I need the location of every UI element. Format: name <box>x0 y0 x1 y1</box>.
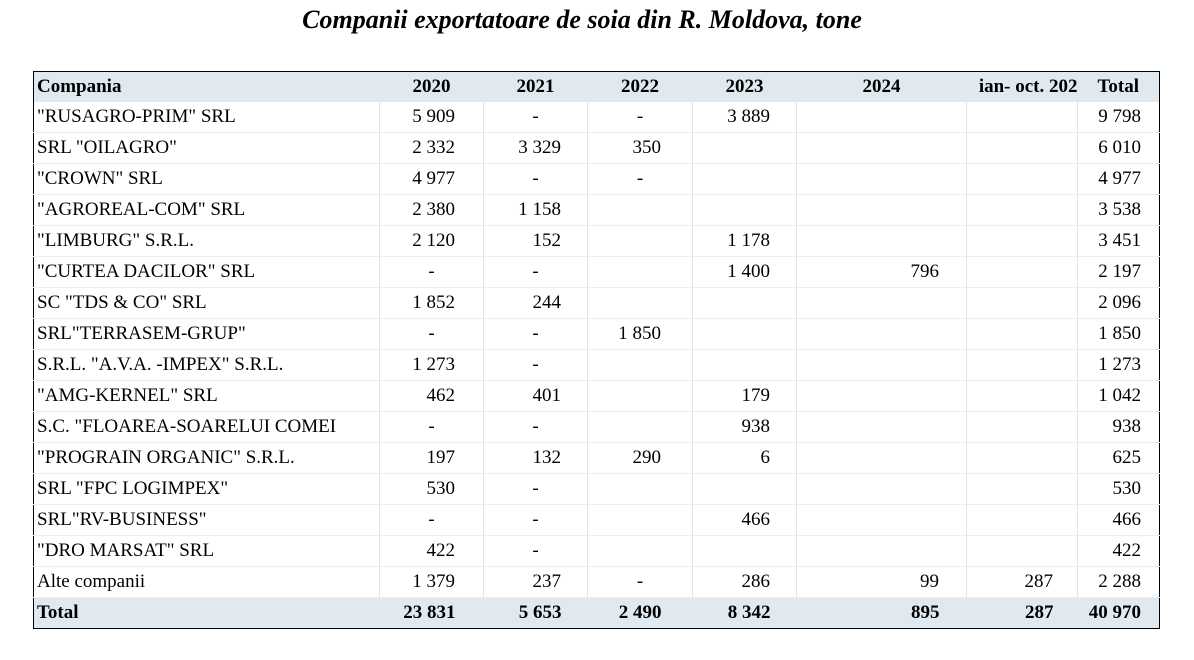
cell-2022: - <box>588 164 693 195</box>
table-row <box>34 226 1160 257</box>
cell-2021: 1 158 <box>484 195 588 226</box>
cell-2023 <box>693 350 797 381</box>
cell-2025 <box>967 133 1078 164</box>
header-2024: 2024 <box>797 72 967 103</box>
cell-2023: 938 <box>693 412 797 443</box>
table-row <box>34 536 1160 567</box>
cell-company: SRL"TERRASEM-GRUP" <box>34 319 380 350</box>
cell-2023 <box>693 195 797 226</box>
cell-2021: - <box>484 536 588 567</box>
cell-2025 <box>967 443 1078 474</box>
cell-2022: 350 <box>588 133 693 164</box>
cell-2023 <box>693 133 797 164</box>
table-row <box>34 474 1160 505</box>
table-row <box>34 350 1160 381</box>
table-row <box>34 288 1160 319</box>
cell-2022 <box>588 195 693 226</box>
total-label: Total <box>34 598 380 629</box>
cell-2025 <box>967 319 1078 350</box>
table-row <box>34 412 1160 443</box>
cell-2022 <box>588 257 693 288</box>
cell-total: 3 451 <box>1078 226 1160 257</box>
cell-2022 <box>588 505 693 536</box>
cell-2020: 197 <box>380 443 484 474</box>
cell-2021: 401 <box>484 381 588 412</box>
cell-company: "CURTEA DACILOR" SRL <box>34 257 380 288</box>
cell-2025 <box>967 164 1078 195</box>
cell-2024 <box>797 164 967 195</box>
cell-2023: 466 <box>693 505 797 536</box>
cell-2025 <box>967 288 1078 319</box>
cell-2020: 2 380 <box>380 195 484 226</box>
cell-2023 <box>693 536 797 567</box>
cell-company: "RUSAGRO-PRIM" SRL <box>34 102 380 133</box>
total-2022: 2 490 <box>588 598 693 629</box>
cell-2021: 244 <box>484 288 588 319</box>
cell-2024 <box>797 102 967 133</box>
cell-2021: 152 <box>484 226 588 257</box>
cell-2023 <box>693 474 797 505</box>
cell-2022 <box>588 412 693 443</box>
cell-2024: 796 <box>797 257 967 288</box>
cell-2021: - <box>484 102 588 133</box>
cell-2022 <box>588 474 693 505</box>
cell-2021: 132 <box>484 443 588 474</box>
cell-2024: 99 <box>797 567 967 598</box>
cell-2022 <box>588 288 693 319</box>
cell-company: S.C. "FLOAREA-SOARELUI COMEI <box>34 412 380 443</box>
cell-2022 <box>588 536 693 567</box>
cell-2021: - <box>484 319 588 350</box>
cell-2021: - <box>484 164 588 195</box>
exporters-table <box>33 71 1160 629</box>
cell-2022: - <box>588 102 693 133</box>
total-row <box>34 598 1160 629</box>
header-2021: 2021 <box>484 72 588 103</box>
cell-2021: 3 329 <box>484 133 588 164</box>
cell-2025 <box>967 226 1078 257</box>
cell-company: "CROWN" SRL <box>34 164 380 195</box>
cell-2025 <box>967 381 1078 412</box>
table-row <box>34 257 1160 288</box>
cell-2025 <box>967 536 1078 567</box>
table-row <box>34 164 1160 195</box>
table-row <box>34 567 1160 598</box>
table-row <box>34 195 1160 226</box>
cell-2021: 237 <box>484 567 588 598</box>
cell-2020: 2 120 <box>380 226 484 257</box>
header-2022: 2022 <box>588 72 693 103</box>
cell-2025 <box>967 350 1078 381</box>
cell-2021: - <box>484 474 588 505</box>
cell-2020: - <box>380 505 484 536</box>
table-row <box>34 443 1160 474</box>
cell-2020: 2 332 <box>380 133 484 164</box>
cell-2021: - <box>484 350 588 381</box>
cell-2020: 1 852 <box>380 288 484 319</box>
cell-2022: - <box>588 567 693 598</box>
table-row <box>34 381 1160 412</box>
cell-2024 <box>797 288 967 319</box>
cell-2022: 1 850 <box>588 319 693 350</box>
cell-2022 <box>588 226 693 257</box>
table-title: Companii exportatoare de soia din R. Moldova, tone <box>302 5 862 34</box>
cell-2025: 287 <box>967 567 1078 598</box>
cell-2020: 422 <box>380 536 484 567</box>
cell-2021: - <box>484 257 588 288</box>
cell-2020: 5 909 <box>380 102 484 133</box>
cell-2024 <box>797 443 967 474</box>
cell-2021: - <box>484 412 588 443</box>
cell-2023: 6 <box>693 443 797 474</box>
cell-2020: 1 379 <box>380 567 484 598</box>
table-row <box>34 102 1160 133</box>
cell-2020: - <box>380 319 484 350</box>
cell-total: 422 <box>1078 536 1160 567</box>
cell-company: SRL "FPC LOGIMPEX" <box>34 474 380 505</box>
cell-total: 1 273 <box>1078 350 1160 381</box>
table-row <box>34 319 1160 350</box>
table-row <box>34 505 1160 536</box>
cell-2024 <box>797 319 967 350</box>
cell-2023 <box>693 319 797 350</box>
total-2025: 287 <box>967 598 1078 629</box>
cell-2020: - <box>380 412 484 443</box>
total-sum: 40 970 <box>1078 598 1160 629</box>
cell-company: "PROGRAIN ORGANIC" S.R.L. <box>34 443 380 474</box>
header-2025-partial: ian- oct. 202 <box>967 72 1078 103</box>
cell-2025 <box>967 412 1078 443</box>
cell-company: SRL"RV-BUSINESS" <box>34 505 380 536</box>
header-2023: 2023 <box>693 72 797 103</box>
header-2020: 2020 <box>380 72 484 103</box>
cell-2022: 290 <box>588 443 693 474</box>
cell-2025 <box>967 102 1078 133</box>
cell-2020: 1 273 <box>380 350 484 381</box>
cell-total: 4 977 <box>1078 164 1160 195</box>
cell-2020: 530 <box>380 474 484 505</box>
cell-2025 <box>967 474 1078 505</box>
cell-total: 466 <box>1078 505 1160 536</box>
cell-2023 <box>693 288 797 319</box>
cell-2023: 286 <box>693 567 797 598</box>
cell-2024 <box>797 350 967 381</box>
cell-2025 <box>967 257 1078 288</box>
total-2023: 8 342 <box>693 598 797 629</box>
cell-2023: 179 <box>693 381 797 412</box>
table-row <box>34 133 1160 164</box>
header-total: Total <box>1078 72 1160 103</box>
cell-2023: 1 178 <box>693 226 797 257</box>
cell-2025 <box>967 505 1078 536</box>
cell-2024 <box>797 474 967 505</box>
total-2024: 895 <box>797 598 967 629</box>
header-company: Compania <box>34 72 380 103</box>
total-2020: 23 831 <box>380 598 484 629</box>
cell-total: 530 <box>1078 474 1160 505</box>
cell-company: "DRO MARSAT" SRL <box>34 536 380 567</box>
cell-total: 625 <box>1078 443 1160 474</box>
cell-2023: 1 400 <box>693 257 797 288</box>
cell-2022 <box>588 350 693 381</box>
cell-2024 <box>797 381 967 412</box>
cell-2020: 4 977 <box>380 164 484 195</box>
cell-2023: 3 889 <box>693 102 797 133</box>
cell-total: 9 798 <box>1078 102 1160 133</box>
cell-total: 6 010 <box>1078 133 1160 164</box>
cell-2024 <box>797 133 967 164</box>
cell-2025 <box>967 195 1078 226</box>
cell-2020: - <box>380 257 484 288</box>
cell-2024 <box>797 195 967 226</box>
cell-company: Alte companii <box>34 567 380 598</box>
cell-total: 2 096 <box>1078 288 1160 319</box>
cell-2024 <box>797 536 967 567</box>
cell-total: 3 538 <box>1078 195 1160 226</box>
cell-2021: - <box>484 505 588 536</box>
cell-total: 2 197 <box>1078 257 1160 288</box>
cell-total: 2 288 <box>1078 567 1160 598</box>
cell-company: S.R.L. "A.V.A. -IMPEX" S.R.L. <box>34 350 380 381</box>
total-2021: 5 653 <box>484 598 588 629</box>
cell-total: 1 042 <box>1078 381 1160 412</box>
cell-2023 <box>693 164 797 195</box>
cell-company: SC "TDS & CO" SRL <box>34 288 380 319</box>
cell-total: 1 850 <box>1078 319 1160 350</box>
cell-2024 <box>797 226 967 257</box>
cell-company: "LIMBURG" S.R.L. <box>34 226 380 257</box>
cell-company: "AGROREAL-COM" SRL <box>34 195 380 226</box>
cell-company: SRL "OILAGRO" <box>34 133 380 164</box>
cell-2024 <box>797 412 967 443</box>
cell-2022 <box>588 381 693 412</box>
cell-total: 938 <box>1078 412 1160 443</box>
cell-2020: 462 <box>380 381 484 412</box>
cell-company: "AMG-KERNEL" SRL <box>34 381 380 412</box>
header-row <box>34 72 1160 103</box>
cell-2024 <box>797 505 967 536</box>
